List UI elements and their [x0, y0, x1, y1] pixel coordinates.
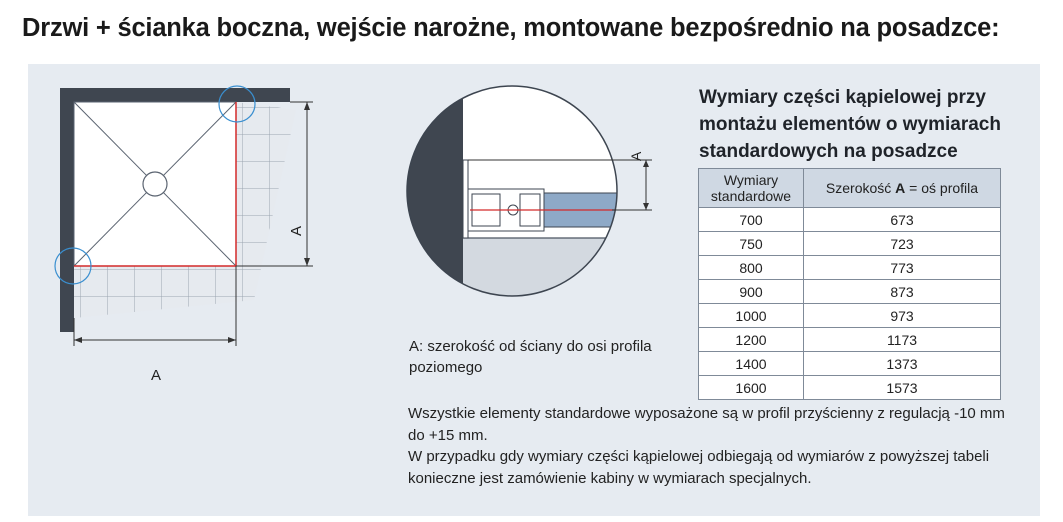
cell-standard: 700 [699, 208, 804, 232]
cell-width: 1373 [804, 352, 1001, 376]
table-row [699, 328, 1001, 352]
cell-width: 1173 [804, 328, 1001, 352]
table-row [699, 232, 1001, 256]
note-special-order: W przypadku gdy wymiary części kąpielowej odbiegają od wymiarów z powyższej tabeli konieczne jest zamówienie kabiny w wymiarach specjalnych. [408, 448, 990, 487]
table-row [699, 304, 1001, 328]
cell-width: 723 [804, 232, 1001, 256]
cell-standard: 900 [699, 280, 804, 304]
dimensions-table [698, 168, 1001, 400]
cell-standard: 1200 [699, 328, 804, 352]
note-adjustment: Wszystkie elementy standardowe wyposażone są w profil przyścienny z regulacją -10 mm do +15 mm. [408, 405, 1005, 444]
table-row [699, 208, 1001, 232]
table-header-row [699, 169, 1001, 208]
detail-dim-label: A [628, 151, 644, 161]
cell-standard: 1400 [699, 352, 804, 376]
caption-a: A: szerokość od ściany do osi profila poziomego [409, 338, 652, 376]
table-heading: Wymiary części kąpielowej przy montażu elementów o wymiarach standardowych na posadzce [699, 87, 1001, 162]
cell-standard: 800 [699, 256, 804, 280]
table-row [699, 256, 1001, 280]
cell-width: 873 [804, 280, 1001, 304]
table-row [699, 376, 1001, 400]
dim-label-side: A [288, 225, 305, 236]
cell-width: 773 [804, 256, 1001, 280]
table-row [699, 352, 1001, 376]
dim-label-bottom: A [151, 367, 162, 384]
col-header-standard: Wymiary standardowe [699, 169, 804, 208]
wall-left [60, 88, 74, 332]
table-row [699, 280, 1001, 304]
detail-view [407, 86, 617, 296]
page-title: Drzwi + ścianka boczna, wejście narożne, montowane bezpośrednio na posadzce: [22, 14, 1000, 42]
cell-standard: 1000 [699, 304, 804, 328]
cell-width: 1573 [804, 376, 1001, 400]
notes [408, 403, 1008, 489]
cell-width: 673 [804, 208, 1001, 232]
col-header-width: Szerokość A = oś profila [804, 169, 1001, 208]
drain [143, 172, 167, 196]
cell-width: 973 [804, 304, 1001, 328]
cell-standard: 1600 [699, 376, 804, 400]
wall-top [60, 88, 290, 102]
cell-standard: 750 [699, 232, 804, 256]
